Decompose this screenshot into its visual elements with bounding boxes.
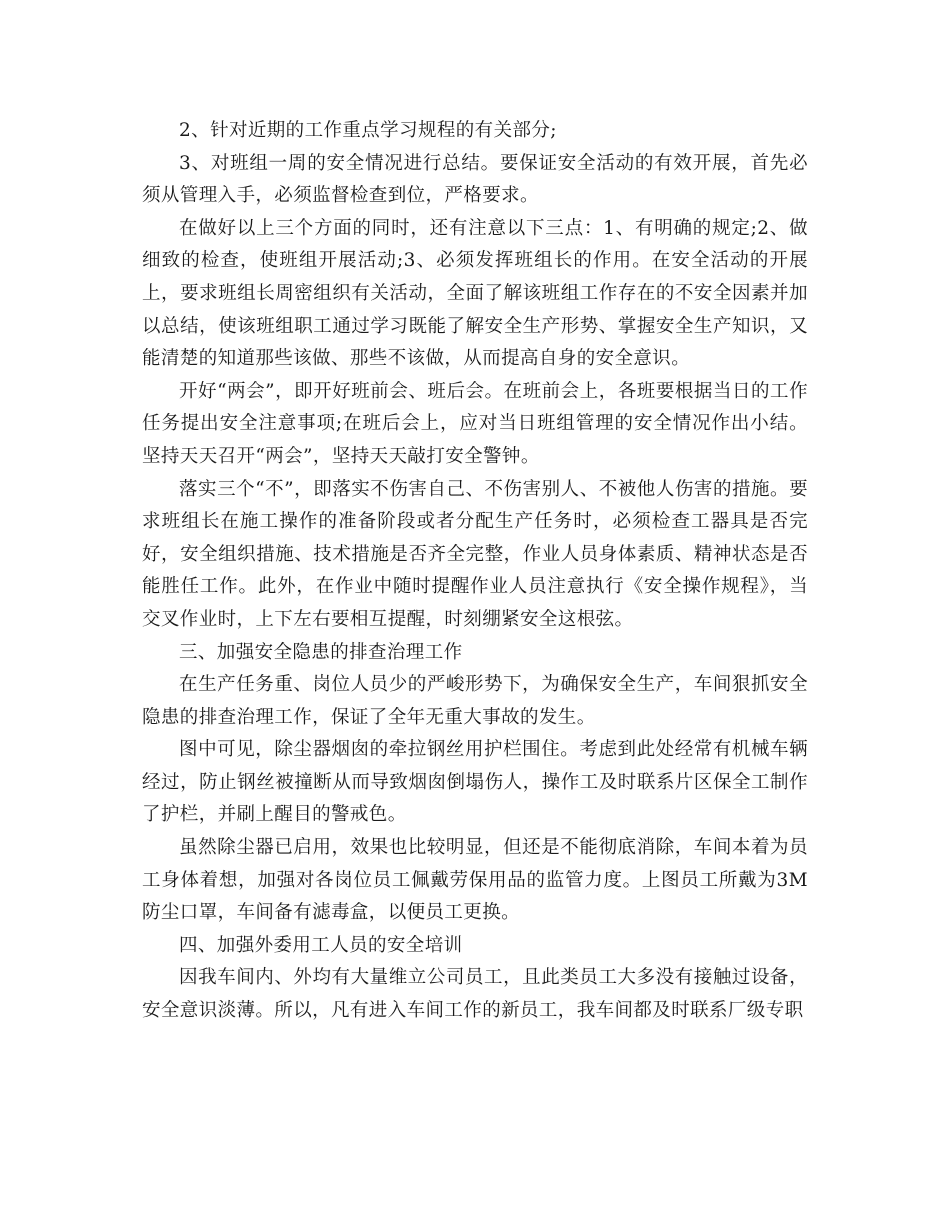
paragraph-5: 落实三个“不”，即落实不伤害自己、不伤害别人、不被他人伤害的措施。要求班组长在施工操作的准备阶段或者分配生产任务时，必须检查工器具是否完好，安全组织措施、技术措施是否齐全完整，作业人员身体素质、精神状态是否能胜任工作。此外，在作业中随时提醒作业人员注意执行《安全操作规程》，当交叉作业时，上下左右要相互提醒，时刻绷紧安全这根弦。: [142, 478, 808, 630]
paragraph-2: 3、对班组一周的安全情况进行总结。要保证安全活动的有效开展，首先必须从管理入手，必须监督检查到位，严格要求。: [142, 152, 808, 207]
paragraph-1: 2、针对近期的工作重点学习规程的有关部分;: [179, 120, 557, 141]
paragraph-11: 因我车间内、外均有大量维立公司员工，且此类员工大多没有接触过设备，安全意识淡薄。所以，凡有进入车间工作的新员工，我车间都及时联系厂级专职: [142, 967, 808, 1022]
paragraph-3: 在做好以上三个方面的同时，还有注意以下三点：1、有明确的规定;2、做细致的检查，使班组开展活动;3、必须发挥班组长的作用。在安全活动的开展上，要求班组长周密组织有关活动，全面了解该班组工作存在的不安全因素并加以总结，使该班组职工通过学习既能了解安全生产形势、掌握安全生产知识，又能清楚的知道那些该做、那些不该做，从而提高自身的安全意识。: [142, 217, 808, 370]
section-heading-4: 四、加强外委用工人员的安全培训: [179, 934, 463, 956]
paragraph-8: 图中可见，除尘器烟囱的牵拉钢丝用护栏围住。考虑到此处经常有机械车辆经过，防止钢丝被撞断从而导致烟囱倒塌伤人，操作工及时联系片区保全工制作了护栏，并刷上醒目的警戒色。: [142, 739, 808, 826]
paragraph-4: 开好“两会”，即开好班前会、班后会。在班前会上，各班要根据当日的工作任务提出安全注意事项;在班后会上，应对当日班组管理的安全情况作出小结。坚持天天召开“两会”，坚持天天敲打安全警钟。: [142, 380, 808, 467]
section-heading-3: 三、加强安全隐患的排查治理工作: [179, 641, 463, 663]
paragraph-9: 虽然除尘器已启用，效果也比较明显，但还是不能彻底消除，车间本着为员工身体着想，加强对各岗位员工佩戴劳保用品的监管力度。上图员工所戴为3M防尘口罩，车间备有滤毒盒，以便员工更换。: [142, 837, 808, 924]
paragraph-7: 在生产任务重、岗位人员少的严峻形势下，为确保安全生产，车间狠抓安全隐患的排查治理工作，保证了全年无重大事故的发生。: [142, 674, 808, 728]
document-body: [142, 115, 808, 1028]
